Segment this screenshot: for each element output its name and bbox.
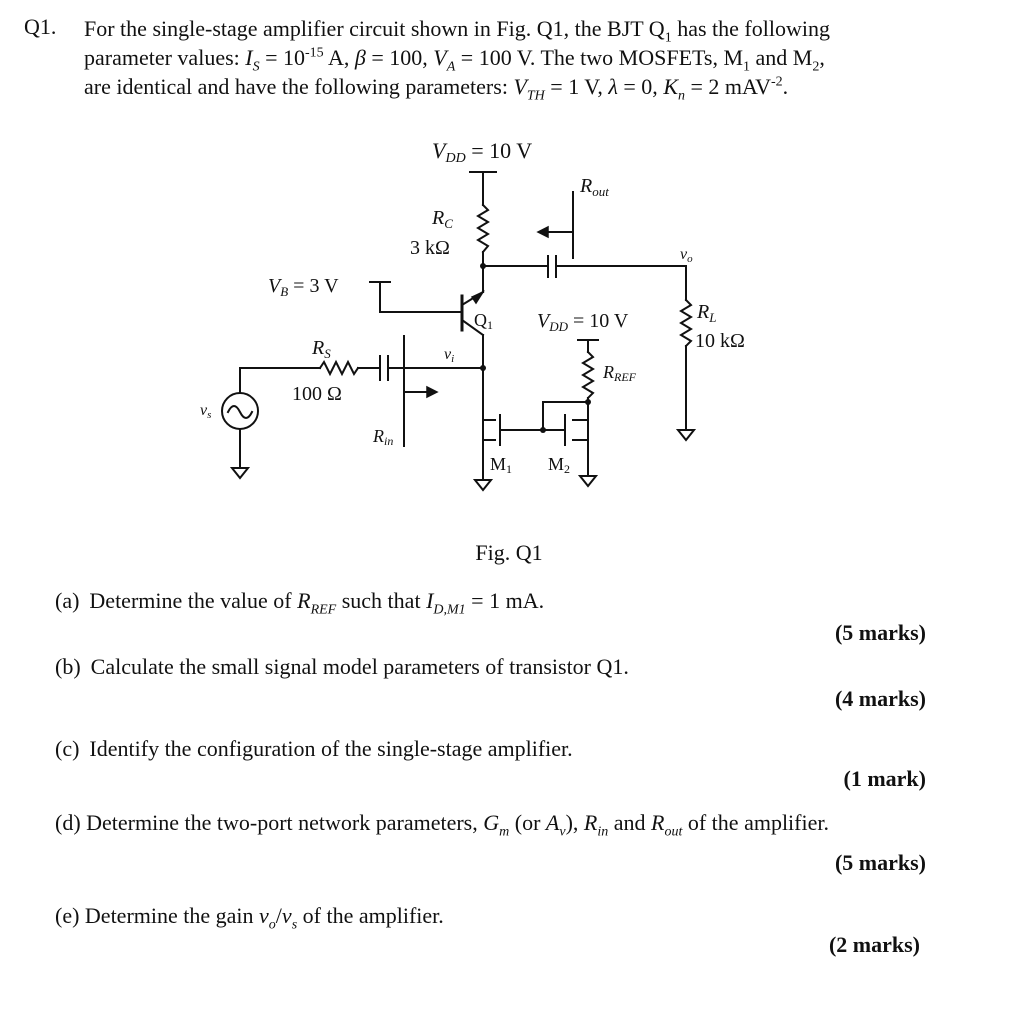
question-number: Q1. bbox=[24, 14, 57, 39]
part-e: (e) Determine the gain $v_o/v_s$ of the amplifier. bbox=[55, 903, 444, 933]
part-d: (d) Determine the two-port network parameters, $G_m$ (or $A_v$), $R_{in}$ and $R_{out}$ of the amplifier. bbox=[55, 810, 829, 840]
m1-label: M1 bbox=[490, 454, 513, 476]
rc-label: $R_C$ bbox=[432, 207, 453, 231]
part-b: (b) Calculate the small signal model parameters of transistor Q1. bbox=[55, 654, 629, 679]
vb-label: $V_B = 3$ V bbox=[268, 275, 339, 299]
rs-label: $R_S$ bbox=[312, 337, 331, 361]
junction-dot bbox=[480, 263, 486, 269]
junction-dot bbox=[585, 399, 591, 405]
rc-resistor bbox=[478, 205, 488, 252]
ground-icon bbox=[475, 480, 491, 490]
junction-dot bbox=[480, 365, 486, 371]
rc-value: 3 kΩ bbox=[410, 237, 450, 259]
intro-line-3: are identical and have the following parameters: $V_{TH} = 1$ V, λ = 0, $K_n = 2$ mAV$^{-2}$. bbox=[84, 74, 789, 104]
marks-c: (1 mark) bbox=[843, 766, 926, 791]
vdd2-label: $V_{DD} = 10$ V bbox=[537, 310, 629, 334]
figure-caption: Fig. Q1 bbox=[475, 540, 543, 565]
rs-value: 100 Ω bbox=[292, 383, 342, 405]
ground-icon bbox=[580, 476, 596, 486]
bjt-arrow bbox=[472, 292, 483, 303]
marks-b: (4 marks) bbox=[834, 686, 926, 711]
rout-label: $R_{out}$ bbox=[580, 175, 609, 199]
part-c: (c) Identify the configuration of the single-stage amplifier. bbox=[55, 736, 573, 761]
rout-arrowhead bbox=[538, 227, 548, 237]
rref-resistor bbox=[583, 352, 593, 398]
part-a: (a) Determine the value of $R_{REF}$ such that $I_{D,M1} = 1$ mA. bbox=[55, 588, 545, 618]
rref-label: RREF bbox=[603, 362, 636, 384]
rl-label: $R_L$ bbox=[697, 301, 717, 325]
rl-resistor bbox=[681, 300, 691, 346]
vdd-top-label: VDD = 10 V bbox=[432, 138, 533, 166]
ground-icon bbox=[678, 430, 694, 440]
vi-label: vi bbox=[444, 346, 455, 365]
rl-value: 10 kΩ bbox=[695, 330, 745, 352]
rin-label: Rin bbox=[373, 426, 394, 448]
q1-label: Q1 bbox=[474, 310, 493, 332]
junction-dot bbox=[540, 427, 546, 433]
intro-line-2: parameter values: $I_S = 10^{-15}$ A, β = 100, $V_A = 100$ V. The two MOSFETs, $M_1$ and $M_2$, bbox=[84, 45, 825, 75]
vs-sine-icon bbox=[228, 406, 252, 418]
rs-resistor bbox=[320, 362, 358, 374]
m2-label: M2 bbox=[548, 454, 571, 476]
marks-e: (2 marks) bbox=[828, 932, 920, 957]
rin-arrowhead bbox=[427, 387, 437, 397]
marks-a: (5 marks) bbox=[834, 620, 926, 645]
ground-icon bbox=[232, 468, 248, 478]
intro-line-1: For the single-stage amplifier circuit shown in Fig. Q1, the BJT $Q_1$ has the following bbox=[84, 16, 830, 46]
vo-label: vo bbox=[680, 246, 693, 265]
marks-d: (5 marks) bbox=[834, 850, 926, 875]
vs-label: vs bbox=[200, 402, 212, 421]
